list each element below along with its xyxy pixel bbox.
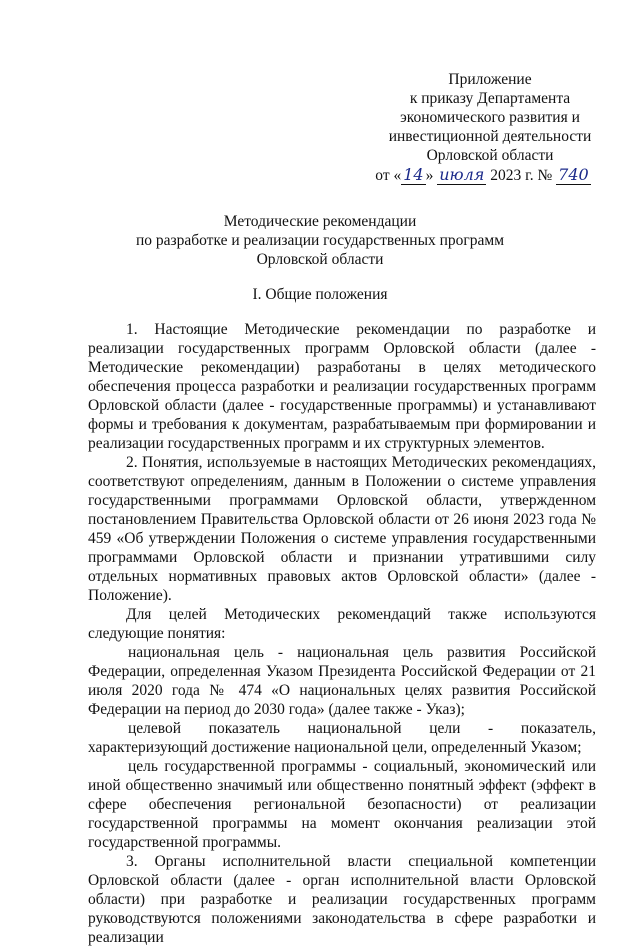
definition-paragraph: целевой показатель национальной цели - показатель, характеризующий достижение национальной цели, определенный Указом; bbox=[88, 720, 596, 756]
appendix-line: к приказу Департамента bbox=[409, 90, 571, 107]
definition-paragraph: цель государственной программы - социальный, экономический или иной общественно значимый или общественно понятный эффект (эффект в сфере обеспечения региональной безопасности) от реализации государственной программы на момент окончания реализации этой государственной программы. bbox=[88, 758, 596, 851]
date-year: 2023 г. № bbox=[490, 167, 553, 184]
order-date-line bbox=[356, 165, 610, 185]
handwritten-day: 14 bbox=[403, 165, 424, 184]
title-line: по разработке и реализации государственных программ bbox=[135, 232, 505, 249]
appendix-line: инвестиционной деятельности bbox=[388, 128, 592, 145]
paragraph: 1. Настоящие Методические рекомендации по разработке и реализации государственных программ Орловской области (далее - Методические рекомендации) разработаны в целях методического обеспечения процесса разработки и реализации государственных программ Орловской области (далее - государственные программы) и устанавливают формы и требования к документам, разрабатываемым при формировании и реализации государственных программ и их структурных элементов. bbox=[88, 321, 596, 452]
title-line: Орловской области bbox=[256, 251, 384, 268]
appendix-block bbox=[370, 70, 610, 185]
section-heading: I. Общие положения bbox=[252, 286, 388, 303]
handwritten-number: 740 bbox=[558, 165, 589, 184]
definition-paragraph: национальная цель - национальная цель развития Российской Федерации, определенная Указом Президента Российской Федерации от 21 июля 2020 года № 474 «О национальных целях развития Российской Федерации на период до 2030 года» (далее также - Указ); bbox=[88, 644, 596, 718]
paragraph: Для целей Методических рекомендаций также используются следующие понятия: bbox=[88, 606, 596, 642]
paragraph: 3. Органы исполнительной власти специальной компетенции Орловской области (далее - орган исполнительной власти Орловской области) при разработке и реализации государственных программ руководствуются положениями законодательства в сфере разработки и реализации bbox=[88, 853, 596, 946]
appendix-line: экономического развития и bbox=[400, 109, 580, 126]
date-prefix: от « bbox=[375, 167, 402, 184]
date-mid: » bbox=[425, 167, 434, 184]
appendix-line: Приложение bbox=[448, 71, 532, 88]
document-body bbox=[88, 320, 596, 947]
paragraph: 2. Понятия, используемые в настоящих Методических рекомендациях, соответствуют определениям, данным в Положении о системе управления государственными программами Орловской области, утвержденном постановлением Правительства Орловской области от 26 июня 2023 года № 459 «Об утверждении Положения о системе управления государственными программами Орловской области и признании утратившими силу отдельных нормативных правовых актов Орловской области» (далее - Положение). bbox=[88, 454, 596, 604]
handwritten-month: июля bbox=[439, 165, 485, 184]
appendix-line: Орловской области bbox=[426, 147, 554, 164]
document-title bbox=[80, 212, 560, 269]
title-line: Методические рекомендации bbox=[223, 213, 417, 230]
